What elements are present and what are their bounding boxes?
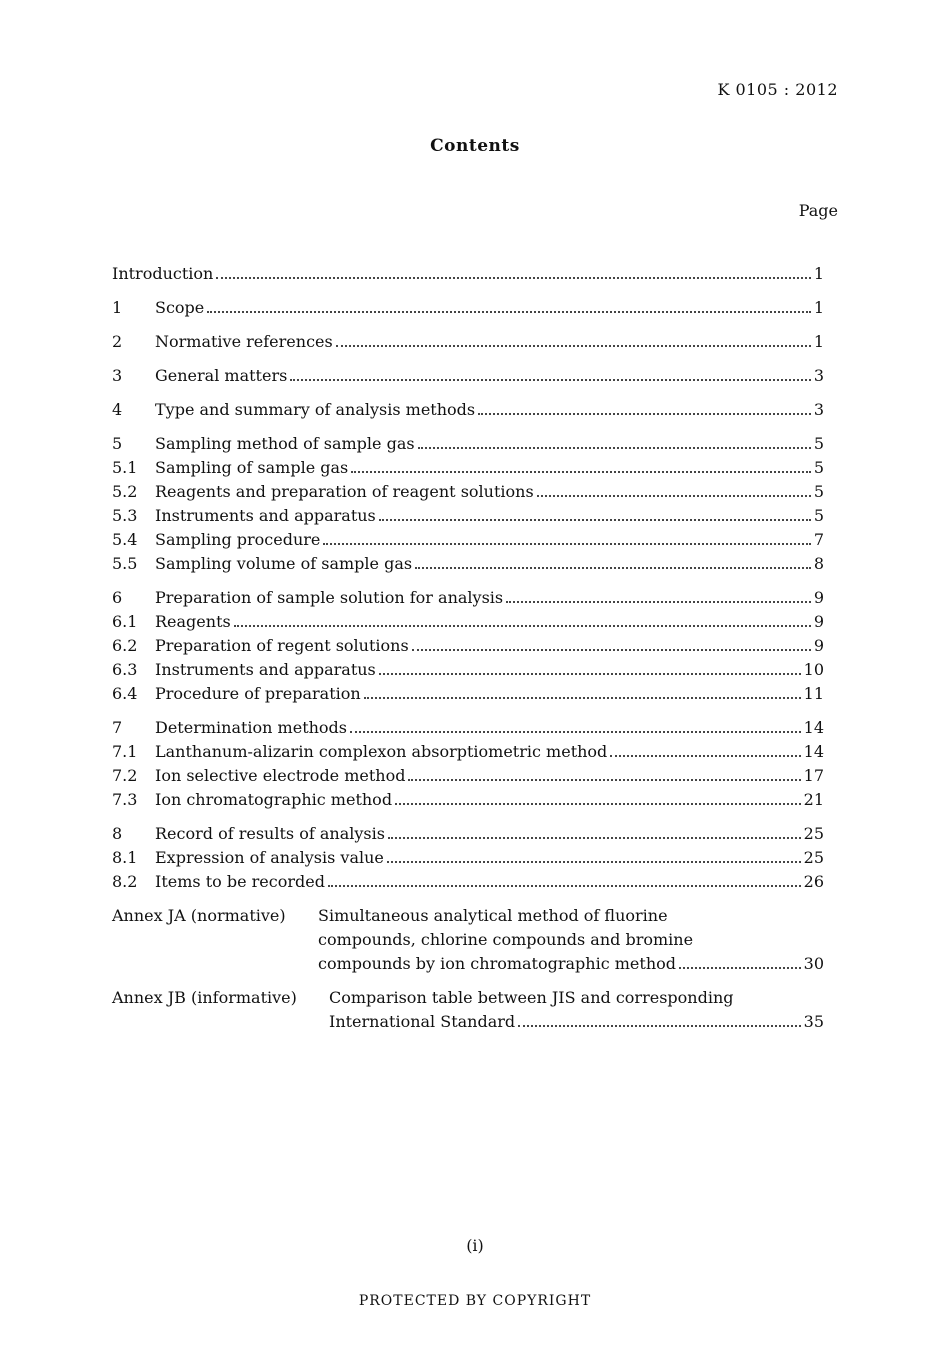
toc-entry-label: Reagents <box>155 612 231 631</box>
toc-group-spacer <box>112 286 824 296</box>
toc-entry-page: 3 <box>813 366 824 385</box>
toc-entry-label: General matters <box>155 366 288 385</box>
toc-entry-page: 10 <box>803 660 824 679</box>
toc-entry[interactable] <box>112 716 824 740</box>
toc-entry-page: 1 <box>813 264 824 283</box>
toc-entry-number: 8.1 <box>112 848 138 867</box>
dot-leader <box>415 567 811 569</box>
dot-leader <box>350 731 801 733</box>
toc-entry[interactable] <box>112 432 824 456</box>
toc-entry-page: 8 <box>813 554 824 573</box>
dot-leader <box>679 967 801 969</box>
toc-entry-label: Sampling procedure <box>155 530 321 549</box>
toc-entry-number: 6 <box>112 588 123 607</box>
toc-entry[interactable] <box>112 764 824 788</box>
toc-entry-number: 6.3 <box>112 660 138 679</box>
toc-entry-number: 5.5 <box>112 554 138 573</box>
document-id: K 0105 : 2012 <box>717 80 838 99</box>
dot-leader <box>610 755 800 757</box>
dot-leader <box>387 861 801 863</box>
annex-tag: Annex JB (informative) <box>112 988 297 1007</box>
toc-entry-label: Sampling volume of sample gas <box>155 554 413 573</box>
toc-entry-label: Normative references <box>155 332 333 351</box>
toc-entry[interactable] <box>112 528 824 552</box>
toc-entry-page: 11 <box>803 684 824 703</box>
toc-entry-page: 25 <box>803 824 824 843</box>
dot-leader <box>328 885 801 887</box>
dot-leader <box>379 673 801 675</box>
copyright-footer: PROTECTED BY COPYRIGHT <box>358 1293 592 1309</box>
annex-tag: Annex JA (normative) <box>112 906 286 925</box>
toc-group-spacer <box>112 354 824 364</box>
dot-leader <box>388 837 801 839</box>
toc-entry-page: 9 <box>813 588 824 607</box>
toc-entry-page: 14 <box>803 718 824 737</box>
toc-entry-page: 7 <box>813 530 824 549</box>
dot-leader <box>537 495 811 497</box>
toc-entry-number: 7 <box>112 718 123 737</box>
dot-leader <box>418 447 811 449</box>
toc-group-spacer <box>112 976 824 986</box>
toc-entry[interactable] <box>112 822 824 846</box>
dot-leader <box>506 601 811 603</box>
annex-title-line: Comparison table between JIS and corresponding <box>329 988 734 1007</box>
toc-entry-page: 5 <box>813 458 824 477</box>
toc-entry-number: 6.2 <box>112 636 138 655</box>
toc-entry-label: Instruments and apparatus <box>155 506 376 525</box>
dot-leader <box>478 413 811 415</box>
toc-group-spacer <box>112 576 824 586</box>
toc-entry-label: Reagents and preparation of reagent solutions <box>155 482 534 501</box>
dot-leader <box>395 803 801 805</box>
annex-title-line <box>318 952 824 976</box>
dot-leader <box>336 345 811 347</box>
toc-entry[interactable] <box>112 658 824 682</box>
toc-entry-label: Scope <box>155 298 205 317</box>
toc-entry-number: 7.1 <box>112 742 138 761</box>
toc-entry-label: Instruments and apparatus <box>155 660 376 679</box>
toc-entry-label: Lanthanum-alizarin complexon absorptiometric method <box>155 742 608 761</box>
dot-leader <box>234 625 811 627</box>
toc-entry[interactable] <box>112 552 824 576</box>
table-of-contents <box>112 262 824 1034</box>
toc-entry-page: 35 <box>803 1012 824 1031</box>
toc-entry-number: 7.3 <box>112 790 138 809</box>
toc-entry-label: Sampling method of sample gas <box>155 434 415 453</box>
annex-title <box>329 986 824 1034</box>
toc-entry-number: 4 <box>112 400 123 419</box>
toc-entry[interactable] <box>112 586 824 610</box>
dot-leader <box>364 697 801 699</box>
page-title: Contents <box>430 136 520 156</box>
toc-entry-number: 5 <box>112 434 123 453</box>
toc-entry-page: 21 <box>803 790 824 809</box>
toc-entry-label: Items to be recorded <box>155 872 325 891</box>
toc-entry[interactable] <box>112 504 824 528</box>
toc-annex-jb[interactable] <box>112 986 824 1034</box>
toc-group-spacer <box>112 422 824 432</box>
toc-entry-introduction[interactable] <box>112 262 824 286</box>
toc-entry-page: 26 <box>803 872 824 891</box>
toc-entry-label: Record of results of analysis <box>155 824 385 843</box>
dot-leader <box>207 311 811 313</box>
toc-entry-page: 1 <box>813 298 824 317</box>
annex-title-line <box>329 1010 824 1034</box>
toc-entry-number: 5.4 <box>112 530 138 549</box>
toc-entry-number: 7.2 <box>112 766 138 785</box>
toc-entry-page: 5 <box>813 482 824 501</box>
toc-entry-page: 30 <box>803 954 824 973</box>
toc-entry-label: Type and summary of analysis methods <box>155 400 476 419</box>
toc-entry-label: Ion chromatographic method <box>155 790 393 809</box>
dot-leader <box>216 277 810 279</box>
toc-entry-number: 8 <box>112 824 123 843</box>
toc-entry-label: Preparation of regent solutions <box>155 636 409 655</box>
annex-title-line: Simultaneous analytical method of fluorine <box>318 906 668 925</box>
toc-entry[interactable] <box>112 870 824 894</box>
toc-entry-label: Sampling of sample gas <box>155 458 349 477</box>
toc-entry-page: 5 <box>813 506 824 525</box>
toc-entry-page: 5 <box>813 434 824 453</box>
toc-entry-number: 5.2 <box>112 482 138 501</box>
toc-entry-number: 1 <box>112 298 123 317</box>
toc-entry[interactable] <box>112 296 824 320</box>
toc-entry-number: 5.3 <box>112 506 138 525</box>
annex-title-text: International Standard <box>329 1012 516 1031</box>
toc-entry-label: Expression of analysis value <box>155 848 384 867</box>
toc-entry-number: 6.1 <box>112 612 138 631</box>
toc-entry[interactable] <box>112 480 824 504</box>
annex-title-line: compounds, chlorine compounds and bromine <box>318 930 694 949</box>
dot-leader <box>408 779 800 781</box>
page-column-label: Page <box>798 201 838 220</box>
toc-entry[interactable] <box>112 398 824 422</box>
annex-title-text: compounds by ion chromatographic method <box>318 954 677 973</box>
toc-entry-label: Determination methods <box>155 718 348 737</box>
toc-entry-page: 9 <box>813 636 824 655</box>
toc-entry[interactable] <box>112 682 824 706</box>
dot-leader <box>379 519 811 521</box>
toc-entry[interactable] <box>112 634 824 658</box>
page-folio: (i) <box>466 1236 484 1255</box>
toc-entry[interactable] <box>112 610 824 634</box>
toc-group-spacer <box>112 320 824 330</box>
toc-entry[interactable] <box>112 788 824 812</box>
annex-title <box>318 904 824 976</box>
dot-leader <box>412 649 811 651</box>
dot-leader <box>518 1025 800 1027</box>
toc-entry-number: 5.1 <box>112 458 138 477</box>
toc-group-spacer <box>112 706 824 716</box>
toc-entry[interactable] <box>112 456 824 480</box>
toc-group-spacer <box>112 894 824 904</box>
toc-entry-number: 2 <box>112 332 123 351</box>
toc-entry-page: 14 <box>803 742 824 761</box>
toc-entry[interactable] <box>112 364 824 388</box>
toc-entry-page: 3 <box>813 400 824 419</box>
toc-entry-label: Procedure of preparation <box>155 684 361 703</box>
toc-group-spacer <box>112 388 824 398</box>
dot-leader <box>351 471 811 473</box>
toc-entry[interactable] <box>112 740 824 764</box>
toc-annex-ja[interactable] <box>112 904 824 976</box>
toc-entry-label: Preparation of sample solution for analysis <box>155 588 504 607</box>
toc-entry-page: 17 <box>803 766 824 785</box>
dot-leader <box>323 543 810 545</box>
toc-entry-page: 1 <box>813 332 824 351</box>
toc-entry-number: 3 <box>112 366 123 385</box>
toc-entry[interactable] <box>112 330 824 354</box>
toc-entry-number: 8.2 <box>112 872 138 891</box>
toc-entry-number: 6.4 <box>112 684 138 703</box>
toc-entry-page: 25 <box>803 848 824 867</box>
toc-group-spacer <box>112 812 824 822</box>
toc-entry-page: 9 <box>813 612 824 631</box>
toc-entry-label: Ion selective electrode method <box>155 766 406 785</box>
toc-entry-label: Introduction <box>112 264 214 283</box>
toc-entry[interactable] <box>112 846 824 870</box>
dot-leader <box>290 379 811 381</box>
